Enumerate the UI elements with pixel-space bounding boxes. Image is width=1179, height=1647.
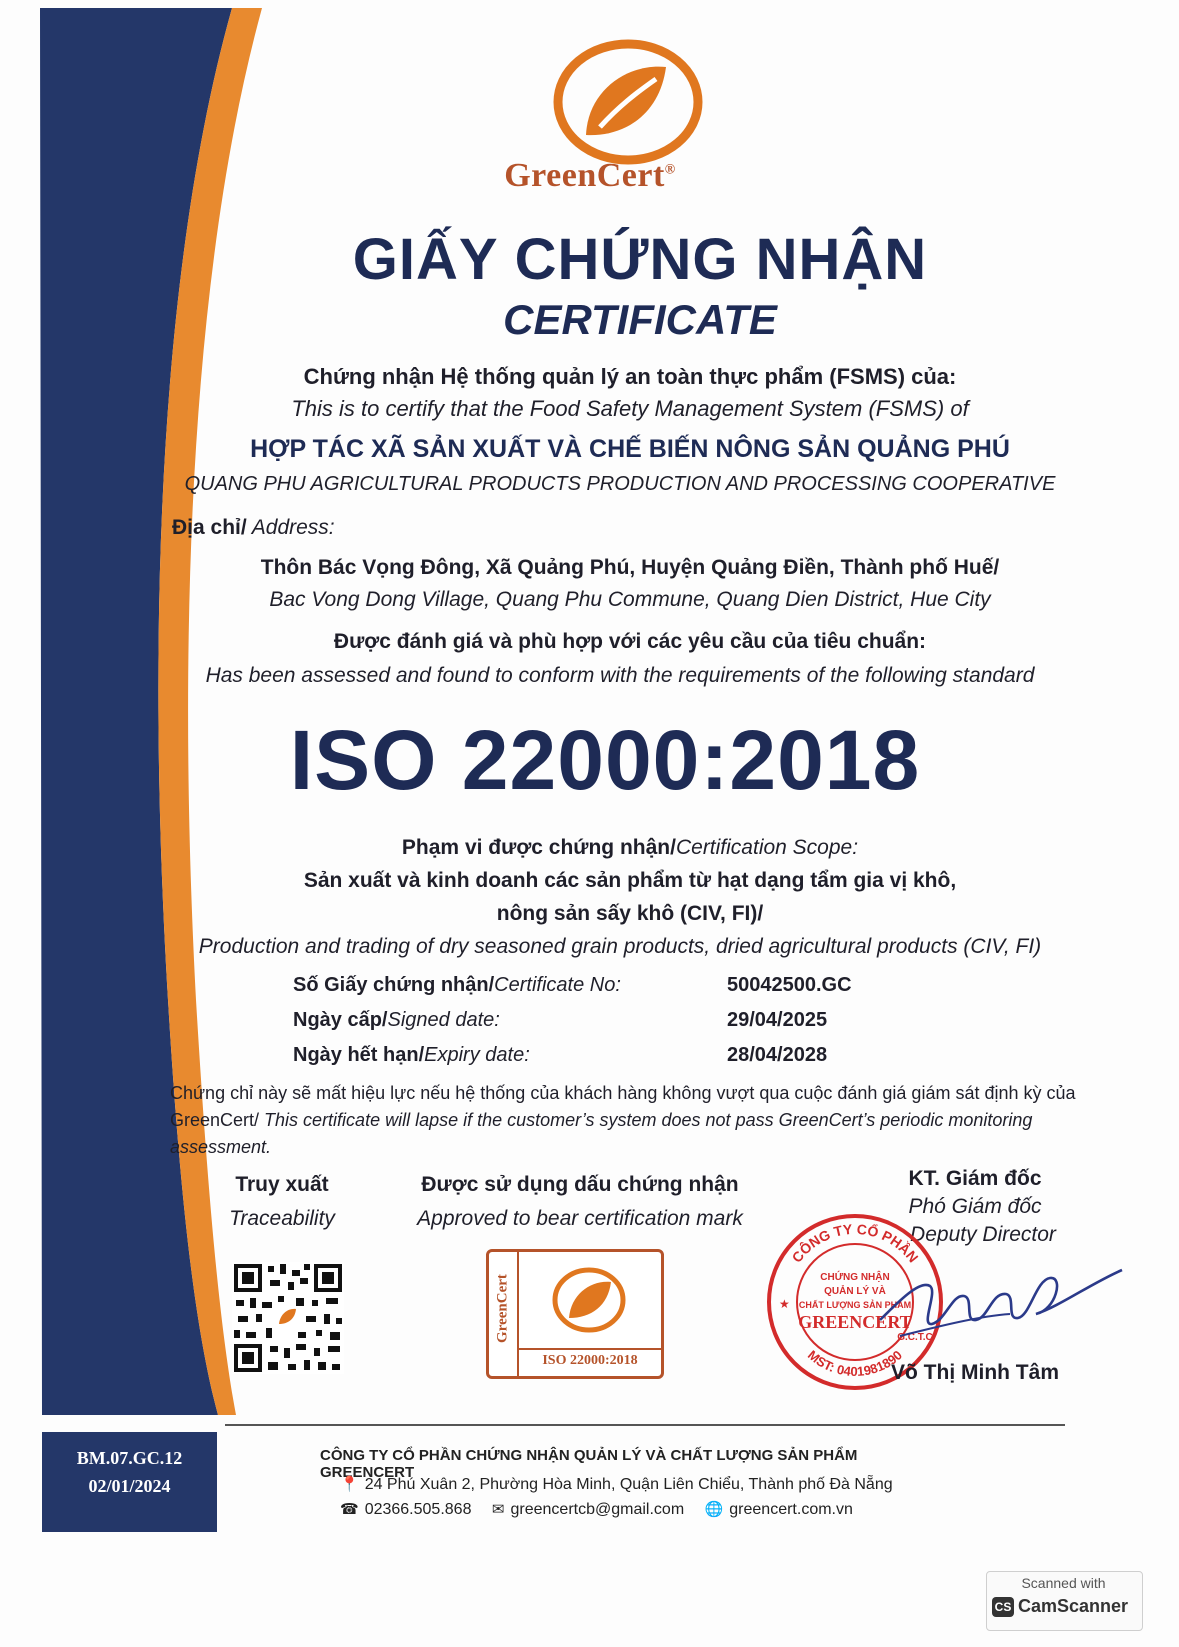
signed-date-value: 29/04/2025: [727, 1009, 828, 1031]
signatory-deputy-vn: Phó Giám đốc: [908, 1195, 1042, 1218]
stamp-ring-text: CÔNG TY CỔ PHẦN: [788, 1220, 922, 1266]
mark-brand-text: GreenCert: [494, 1274, 511, 1343]
qr-code[interactable]: [232, 1262, 344, 1374]
form-code-number: BM.07.GC.12: [76, 1448, 183, 1468]
scope-english: Production and trading of dry seasoned grain products, dried agricultural products (CIV, FI): [198, 935, 1042, 958]
scope-vietnamese-line1: Sản xuất và kinh doanh các sản phẩm từ hạt dạng tẩm gia vị khô,: [303, 869, 957, 892]
address-english: Bac Vong Dong Village, Quang Phu Commune, Quang Dien District, Hue City: [269, 588, 991, 611]
stamp-initials: G.C.T.C: [897, 1332, 933, 1343]
signatory-name: Võ Thị Minh Tâm: [891, 1361, 1059, 1384]
footer-email[interactable]: greencertcb@gmail.com: [510, 1501, 685, 1518]
traceability-label-vn: Truy xuất: [235, 1173, 329, 1196]
traceability-label-en: Traceability: [229, 1207, 335, 1230]
expiry-date-label: Ngày hết hạn/Expiry date:: [293, 1044, 530, 1066]
handwritten-signature: [860, 1240, 1130, 1360]
organization-english: QUANG PHU AGRICULTURAL PRODUCTS PRODUCTION AND PROCESSING COOPERATIVE: [184, 473, 1056, 495]
svg-text:★: ★: [779, 1297, 790, 1311]
mark-standard-text: ISO 22000:2018: [519, 1348, 661, 1369]
intro-vietnamese: Chứng nhận Hệ thống quản lý an toàn thực phẩm (FSMS) của:: [303, 364, 957, 389]
scope-label: Phạm vi được chứng nhận/Certification Scope:: [401, 836, 859, 859]
stamp-tax-text: MST: 0401981890: [804, 1347, 906, 1380]
brand-name: GreenCert®: [504, 157, 676, 194]
footer-address: 📍 24 Phú Xuân 2, Phường Hòa Minh, Quận Liên Chiểu, Thành phố Đà Nẵng: [340, 1476, 893, 1493]
assessment-english: Has been assessed and found to conform with the requirements of the following standard: [205, 664, 1035, 687]
footer-phone[interactable]: 02366.505.868: [364, 1501, 472, 1518]
email-icon: ✉: [491, 1501, 505, 1518]
footer-company-name: CÔNG TY CỔ PHẦN CHỨNG NHẬN QUẢN LÝ VÀ CHẤT LƯỢNG SẢN PHẨM GREENCERT: [320, 1447, 858, 1481]
title-vietnamese: GIẤY CHỨNG NHẬN: [352, 227, 928, 292]
certification-mark-label-en: Approved to bear certification mark: [417, 1207, 743, 1230]
expiry-date-value: 28/04/2028: [727, 1044, 828, 1066]
certification-mark-badge: [486, 1249, 664, 1379]
signatory-deputy-en: Deputy Director: [910, 1223, 1056, 1246]
address-vietnamese: Thôn Bác Vọng Đông, Xã Quảng Phú, Huyện Quảng Điền, Thành phố Huế/: [260, 556, 1000, 579]
mark-leaf-icon: [549, 1260, 629, 1340]
certificate-number-label: Số Giấy chứng nhận/Certificate No:: [293, 974, 621, 996]
stamp-line4: GREENCERT: [798, 1312, 912, 1332]
validity-note: Chứng chỉ này sẽ mất hiệu lực nếu hệ thống của khách hàng không vượt qua cuộc đánh giá giám sát định kỳ của GreenCert/ This certificate will lapse if the customer’s system does not pass GreenCert’s periodic monitoring assessment.: [170, 1083, 1076, 1157]
camscanner-logo-icon: CS: [992, 1597, 1014, 1617]
form-code-date: 02/01/2024: [88, 1476, 171, 1496]
footer-divider: [225, 1424, 1065, 1426]
mark-brand-strip: [489, 1252, 519, 1376]
stamp-line2: QUẢN LÝ VÀ: [824, 1286, 886, 1297]
globe-icon: 🌐: [704, 1501, 724, 1518]
footer-contacts: [340, 1500, 853, 1519]
footer-website[interactable]: greencert.com.vn: [729, 1501, 853, 1518]
certificate-number-value: 50042500.GC: [727, 974, 852, 996]
stamp-line3: CHẤT LƯỢNG SẢN PHẨM: [798, 1300, 912, 1310]
standard-title: ISO 22000:2018: [289, 713, 921, 807]
camscanner-caption: Scanned with: [1021, 1575, 1106, 1591]
intro-english: This is to certify that the Food Safety Management System (FSMS) of: [291, 396, 969, 421]
signed-date-label: Ngày cấp/Signed date:: [293, 1009, 500, 1031]
address-label: Địa chỉ/ Address:: [172, 516, 335, 539]
phone-icon: ☎: [340, 1501, 359, 1518]
stamp-line1: CHỨNG NHẬN: [820, 1272, 890, 1283]
signatory-title-vn: KT. Giám đốc: [908, 1167, 1042, 1190]
form-code: [42, 1444, 217, 1500]
camscanner-brand: CS CamScanner: [992, 1596, 1142, 1617]
organization-vietnamese: HỢP TÁC XÃ SẢN XUẤT VÀ CHẾ BIẾN NÔNG SẢN QUẢNG PHÚ: [250, 435, 1010, 463]
location-pin-icon: 📍: [340, 1476, 359, 1493]
assessment-vietnamese: Được đánh giá và phù hợp với các yêu cầu của tiêu chuẩn:: [333, 630, 927, 653]
title-english: CERTIFICATE: [503, 296, 777, 343]
greencert-logo: [548, 35, 708, 170]
certification-mark-label-vn: Được sử dụng dấu chứng nhận: [421, 1173, 739, 1196]
scope-vietnamese-line2: nông sản sấy khô (CIV, FI)/: [496, 902, 764, 925]
